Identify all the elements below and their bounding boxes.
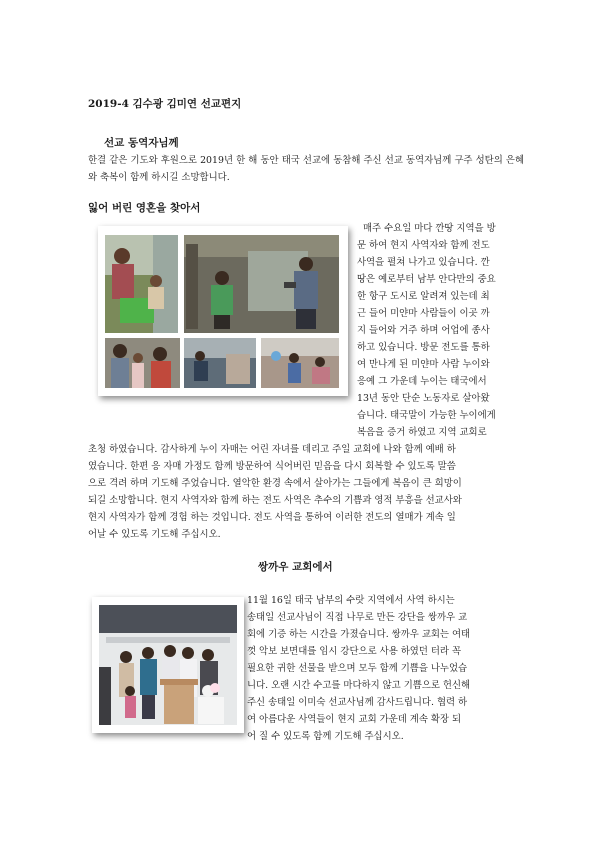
salutation: 선교 동역자님께 [104, 137, 179, 149]
text-line: 초청 하였습니다. 감사하게 누이 자매는 어린 자녀를 데리고 주일 교회에 나와 함께 예배 하 [88, 444, 456, 455]
text-line: 한 항구 도시로 알려져 있는데 최 [357, 291, 490, 302]
photo-family-portrait [105, 338, 180, 388]
text-line: 하고 있습니다. 방문 전도를 통하 [357, 342, 490, 353]
text-line: 되길 소망합니다. 현지 사역자와 함께 하는 전도 사역은 추수의 기쁨과 영적 부흥을 선교사와 [88, 495, 462, 506]
text-line: 여 아름다운 사역들이 현지 교회 가운데 계속 확장 되 [247, 714, 462, 725]
text-line: 사역을 펼쳐 나가고 있습니다. 깐 [357, 257, 490, 268]
text-line: 땅은 예로부터 남부 안다만의 중요 [357, 274, 496, 285]
text-line: 껏 악보 보면대를 임시 강단으로 사용 하였던 터라 꼭 [247, 646, 462, 657]
text-line: 으로 격려 하며 기도해 주었습니다. 열악한 환경 속에서 살아가는 그들에게 복음이 큰 희망이 [88, 478, 462, 489]
photo-church-group [92, 597, 244, 733]
text-line: 습니다. 태국말이 가능한 누이에게 [357, 410, 496, 421]
text-line: 니다. 오랜 시간 수고를 마다하지 않고 기쁨으로 헌신해 [247, 680, 471, 691]
text-line: 어 질 수 있도록 함께 기도해 주십시오. [247, 731, 404, 742]
text-line: 주신 송태일 이미숙 선교사님께 감사드립니다. 협력 하 [247, 697, 468, 708]
section-heading-lost-souls: 잃어 버린 영혼을 찾아서 [88, 202, 201, 214]
photo-sitting-visit [184, 338, 256, 388]
text-line: 필요한 귀한 선물을 받으며 모두 함께 기쁨을 나누었습 [247, 663, 468, 674]
text-line: 근 들어 미얀마 사람들이 이곳 까 [357, 308, 490, 319]
text-line: 문 하여 현지 사역자와 함께 전도 [357, 240, 490, 251]
text-line: 13년 동안 단순 노동자로 살아왔 [357, 393, 490, 404]
text-line: 복음을 증거 하였고 지역 교회로 [357, 427, 487, 438]
photo-family-visit [105, 235, 178, 333]
text-line: 11월 16일 태국 남부의 수랏 지역에서 사역 하시는 [247, 595, 455, 606]
text-line: 지 들어와 거주 하며 어업에 종사 [357, 325, 490, 336]
text-line: 매주 수요일 마다 깐땅 지역을 방 [363, 223, 496, 234]
letter-title: 2019-4 김수광 김미연 선교편지 [88, 98, 242, 110]
text-line: 어날 수 있도록 기도해 주십시오. [88, 529, 221, 540]
photo-outdoor-visit [261, 338, 339, 388]
text-line: 여 만나게 된 미얀마 사람 누이와 [357, 359, 490, 370]
text-line: 였습니다. 한편 응 자매 가정도 함께 방문하여 식어버린 믿음을 다시 회복할 수 있도록 말씀 [88, 461, 456, 472]
greeting-paragraph: 한결 같은 기도와 후원으로 2019년 한 해 동안 태국 선교에 동참해 주신 선교 동역자님께 구주 성탄의 은혜와 축복이 함께 하시길 소망합니다. [88, 155, 524, 183]
text-line: 응예 그 가운데 누이는 태국에서 [357, 376, 487, 387]
section-heading-church: 쌍까우 교회에서 [258, 561, 333, 573]
photo-home-visit [184, 235, 339, 333]
text-line: 송태일 선교사님이 직접 나무로 만든 강단을 쌍까우 교 [247, 612, 468, 623]
photo-collage-evangelism [98, 226, 348, 396]
text-line: 회에 기증 하는 시간을 가졌습니다. 쌍까우 교회는 여태 [247, 629, 471, 640]
text-line: 현지 사역자가 함께 경험 하는 것입니다. 전도 사역을 통하여 이러한 전도의 열매가 계속 일 [88, 512, 456, 523]
